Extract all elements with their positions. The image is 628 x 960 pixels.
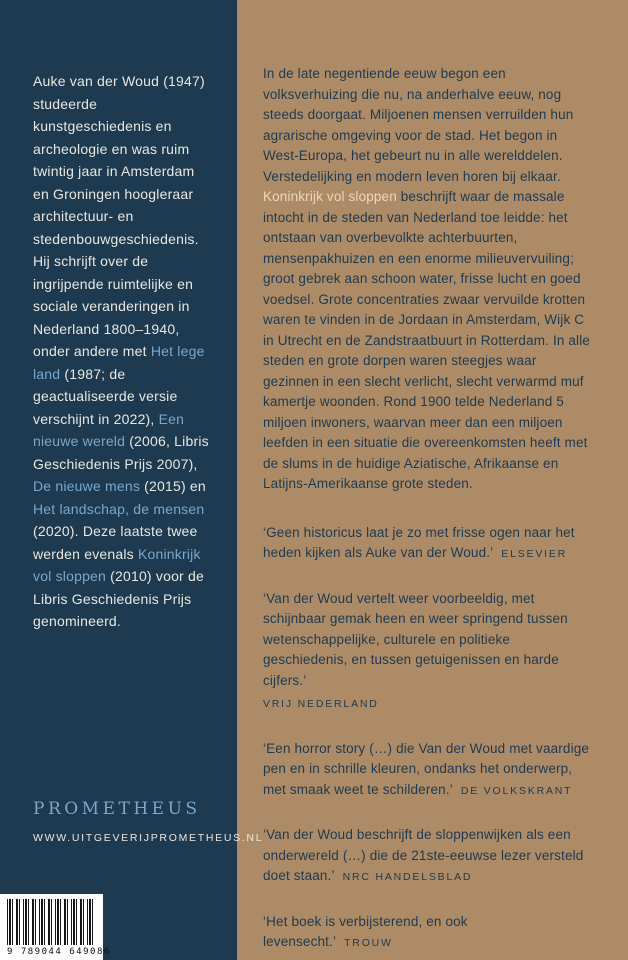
book-description <box>263 64 595 495</box>
book-title-koninkrijk-vol-sloppen: Koninkrijk vol sloppen <box>33 545 201 584</box>
quote-text: ‘Het boek is verbijsterend, en ook levensecht.’ <box>263 913 468 949</box>
book-title-koninkrijk-vol-sloppen: Koninkrijk vol sloppen <box>263 189 397 204</box>
publisher-block <box>33 799 263 844</box>
book-title-een-nieuwe-wereld: Een nieuwe wereld <box>33 410 185 449</box>
barcode <box>0 894 111 960</box>
author-bio <box>33 70 211 633</box>
bio-text-segment: (2006, Libris Geschiedenis Prijs 2007), <box>33 433 209 472</box>
publisher-website: WWW.UITGEVERIJPROMETHEUS.NL <box>33 832 264 844</box>
bio-text-segment: (2020). Deze laatste twee werden evenals <box>33 523 198 562</box>
quote-source: DE VOLKSKRANT <box>460 784 573 797</box>
quote-text: ‘Een horror story (…) die Van der Woud met vaardige pen en in schrille kleuren, ondanks het onderwerp, met smaak weet te schilderen.’ <box>263 740 590 797</box>
quote-text: ‘Geen historicus laat je zo met frisse ogen naar het heden kijken als Auke van der Woud.’ <box>263 524 575 560</box>
review-quote-elsevier <box>263 523 595 565</box>
bio-text-segment: (1987; de geactualiseerde versie verschijnt in 2022), <box>33 365 178 427</box>
prometheus-logo: PROMETHEUS <box>33 799 201 819</box>
quote-text: ‘Van der Woud beschrijft de sloppenwijken als een onderwereld (…) die de 21ste-eeuwse lezer versteld doet staan.’ <box>263 827 584 883</box>
quote-source: VRIJ NEDERLAND <box>263 698 379 710</box>
review-quote-nrc-handelsblad <box>263 825 595 888</box>
description-text-segment: beschrijft waar de massale intocht in de steden van Nederland toe leidde: het ontstaan van overbevolkte achterbuurten, mensenpakhuizen en een enorme milieuvervuiling; groot gebrek aan schoon water, frisse lucht en goed voedsel. Grote concentraties zwaar vervuilde krotten waren te vinden in de Jordaan in Amsterdam, Wijk C in Utrecht en de Zandstraatbuurt in Rotterdam. In alle steden en grote dorpen waren steegjes waar gezinnen in een slecht verlicht, slecht verwarmd muf kamertje woonden. Rond 1900 telde Nederland 5 miljoen inwoners, waarvan meer dan een miljoen leefden in een situatie die overeenkomsten heeft met de slums in de huidige Aziatische, Afrikaanse en Latijns-Amerikaanse grote steden. <box>263 189 591 491</box>
quote-source: TROUW <box>344 937 393 949</box>
book-title-het-lege-land: Het lege land <box>33 343 205 382</box>
quote-text: ‘Van der Woud vertelt weer voorbeeldig, met schijnbaar gemak heen en weer springend tussen wetenschappelijke, culturele en politieke geschiedenis, en tussen getuigenissen en harde cijfers.’ <box>263 590 568 688</box>
description-text-segment: In de late negentiende eeuw begon een volksverhuizing die nu, na anderhalve eeuw, nog steeds doorgaat. Miljoenen mensen verruilden hun agrarische omgeving voor de stad. Het begon in West-Europa, het gebeurt nu in alle werelddelen. Verstedelijking en modern leven horen bij elkaar. <box>263 66 574 184</box>
barcode-bars-icon <box>7 899 96 945</box>
quote-source: ELSEVIER <box>501 548 568 560</box>
review-quote-trouw <box>263 912 595 954</box>
bio-text-segment: Auke van der Woud (1947) studeerde kunstgeschiedenis en archeologie en was ruim twintig jaar in Amsterdam en Groningen hoogleraar architectuur- en stedenbouwgeschiedenis. Hij schrijft over de ingrijpende ruimtelijke en sociale veranderingen in Nederland 1800–1940, onder andere met <box>33 73 205 359</box>
review-quote-de-volkskrant <box>263 739 595 802</box>
bio-text-segment: (2010) voor de Libris Geschiedenis Prijs genomineerd. <box>33 568 204 629</box>
quote-source: NRC HANDELSBLAD <box>342 871 473 883</box>
review-quote-vrij-nederland <box>263 589 595 715</box>
review-quotes <box>263 523 595 954</box>
right-panel <box>237 0 628 960</box>
left-panel <box>0 0 264 960</box>
book-title-het-landschap-de-mensen: Het landschap, de mensen <box>33 500 205 517</box>
bio-text-segment: (2015) en <box>140 478 206 494</box>
book-title-de-nieuwe-mens: De nieuwe mens <box>33 478 141 494</box>
barcode-number: 9 789044 649086 <box>7 947 111 957</box>
